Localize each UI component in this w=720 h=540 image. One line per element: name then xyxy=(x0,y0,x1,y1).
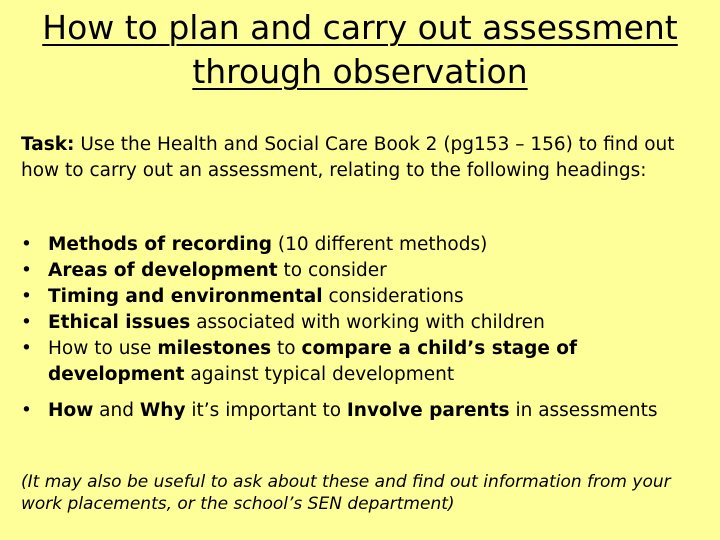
bullet-text: to consider xyxy=(277,260,387,281)
bullet-text: associated with working with children xyxy=(190,312,545,333)
bullet-timing-environmental xyxy=(21,284,711,310)
bullet-text: in assessments xyxy=(509,400,658,421)
bullet-text: considerations xyxy=(322,286,464,307)
bullet-milestones xyxy=(21,336,711,388)
bullet-text: and xyxy=(93,400,140,421)
bullet-bold: How xyxy=(48,400,94,421)
bullet-involve-parents xyxy=(21,398,711,424)
bullet-bold: Areas of development xyxy=(48,260,278,281)
bullet-bold: Timing and environmental xyxy=(48,286,323,307)
title-line-2: through observation xyxy=(192,52,528,91)
bullet-ethical-issues xyxy=(21,310,711,336)
bullet-bold: Methods of recording xyxy=(48,234,273,255)
task-text: Use the Health and Social Care Book 2 (pg153 – 156) to find out how to carry out an assessment, relating to the following headings: xyxy=(21,134,675,181)
bullet-methods-of-recording xyxy=(21,232,711,258)
footnote: (It may also be useful to ask about these and find out information from your work placements, or the school’s SEN department) xyxy=(21,472,671,514)
bullet-text: (10 different methods) xyxy=(272,234,488,255)
bullet-bold: compare a child’s stage of development xyxy=(48,338,578,385)
bullet-bold: Ethical issues xyxy=(48,312,191,333)
title-line-1: How to plan and carry out assessment xyxy=(42,8,678,47)
bullet-areas-of-development xyxy=(21,258,711,284)
task-paragraph xyxy=(21,132,711,184)
bullet-text: it’s important to xyxy=(185,400,347,421)
bullet-text: against typical development xyxy=(184,364,455,385)
bullet-text: How to use xyxy=(48,338,158,359)
slide-title xyxy=(0,6,720,94)
task-label: Task: xyxy=(21,134,75,155)
bullet-text: to xyxy=(271,338,302,359)
bullet-bold: milestones xyxy=(157,338,272,359)
headings-list xyxy=(21,232,711,424)
bullet-bold: Why xyxy=(139,400,186,421)
bullet-bold: Involve parents xyxy=(346,400,510,421)
